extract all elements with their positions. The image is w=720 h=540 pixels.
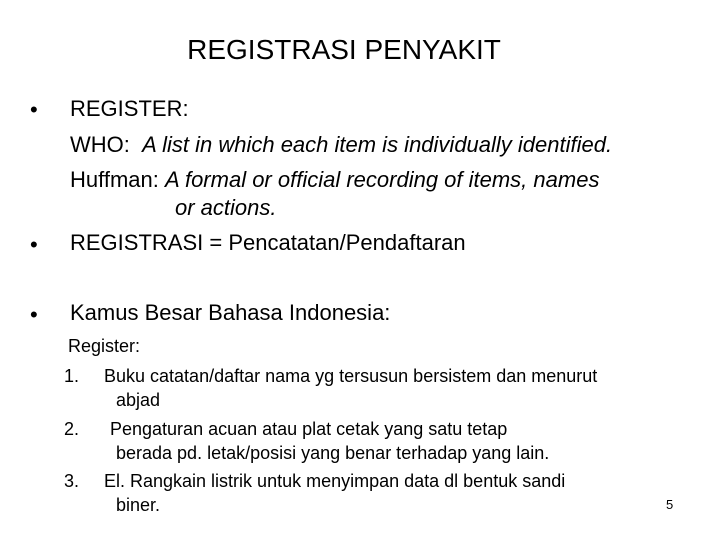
item-3-line2: biner. (116, 495, 161, 515)
huffman-definition (70, 167, 599, 193)
page-number: 5 (666, 497, 674, 512)
item-number: 2. (64, 419, 80, 439)
kbbi-heading: Kamus Besar Bahasa Indonesia: (70, 300, 391, 325)
huffman-label: Huffman: (70, 167, 159, 192)
register-heading (70, 96, 189, 122)
register-sublabel: Register: (68, 336, 141, 356)
item-number: 1. (64, 366, 80, 386)
bullet-registrasi: • (30, 232, 38, 257)
register-colon: : (182, 96, 189, 121)
bullet-register: • (30, 97, 38, 122)
item-1-line1: Buku catatan/daftar nama yg tersusun bersistem dan menurut (104, 366, 598, 386)
item-number: 3. (64, 471, 80, 491)
huffman-text-line1: A formal or official recording of items, names (164, 167, 600, 192)
register-label: REGISTER (70, 96, 183, 121)
slide-title: REGISTRASI PENYAKIT (187, 34, 501, 65)
item-3-line1: El. Rangkain listrik untuk menyimpan data dl bentuk sandi (104, 471, 566, 491)
who-text: A list in which each item is individually identified. (142, 132, 613, 157)
registrasi-definition: REGISTRASI = Pencatatan/Pendaftaran (70, 230, 466, 255)
bullet-kbbi: • (30, 302, 38, 327)
who-definition (70, 132, 612, 158)
item-2-line1: Pengaturan acuan atau plat cetak yang satu tetap (110, 419, 508, 439)
item-2-line2: berada pd. letak/posisi yang benar terhadap yang lain. (116, 443, 550, 463)
who-label: WHO: (70, 132, 130, 157)
huffman-text-line2: or actions. (175, 195, 277, 220)
item-1-line2: abjad (116, 390, 161, 410)
